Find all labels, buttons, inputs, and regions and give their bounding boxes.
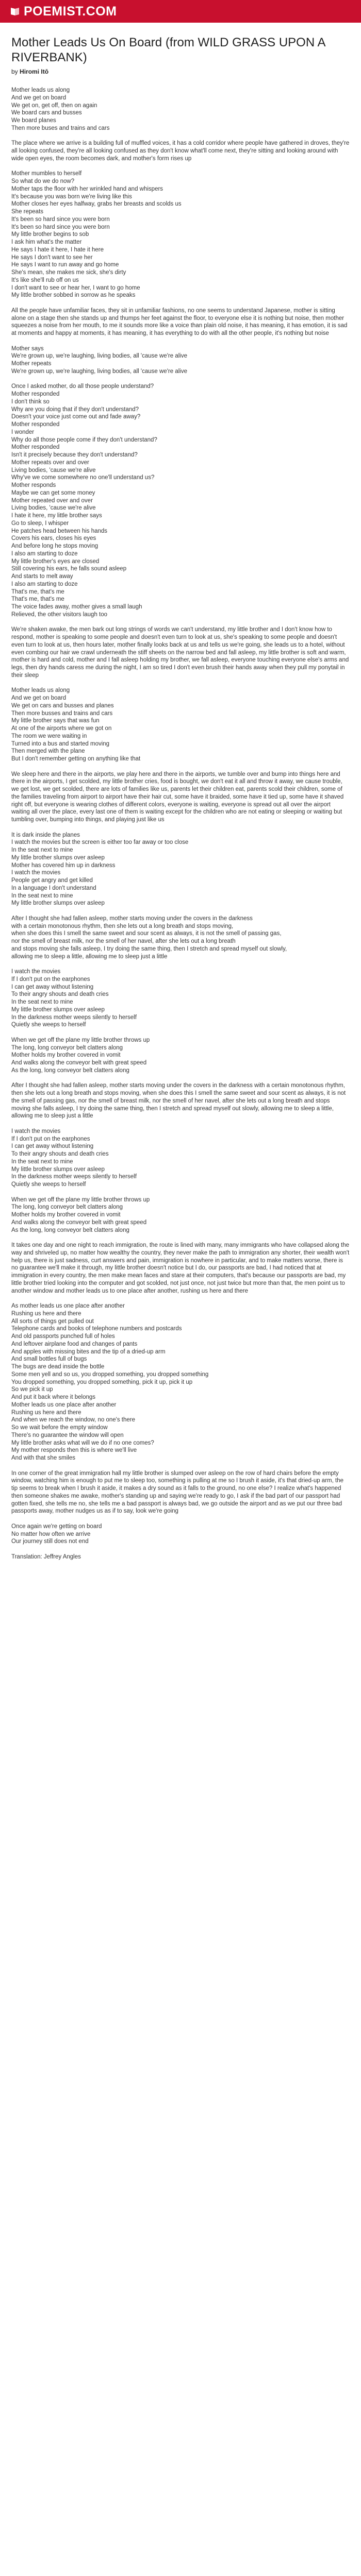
poem-line: The place where we arrive is a building full of muffled voices, it has a cold corridor where people have gathered in droves, they're all looking confused, they're all looking confused as they don't know what'll come next, they're sitting and looking around with wide open eyes, the room becomes dark, and mother's form rises up — [11, 140, 350, 162]
poem-line: We're grown up, we're laughing, living bodies, all 'cause we're alive — [11, 368, 187, 375]
poem-line: Relieved, the other visitors laugh too — [11, 611, 108, 618]
poem-line: Go to sleep, I whisper — [11, 520, 69, 527]
poem-line: That's me, that's me — [11, 588, 64, 595]
poem-line: Mother repeats — [11, 361, 52, 367]
poem-line: So what do we do now? — [11, 178, 75, 184]
poem-line: And with that she smiles — [11, 1455, 76, 1461]
poem-line: Mother holds my brother covered in vomit — [11, 1052, 121, 1059]
poem-line: And leftover airplane food and changes of pants — [11, 1341, 138, 1347]
poem-line: The long, long conveyor belt clatters along — [11, 1204, 123, 1211]
poem-line: In the seat next to mine — [11, 847, 73, 853]
poem-line: Rushing us here and there — [11, 1409, 81, 1416]
poem-line: with a certain monotonous rhythm, then she lets out a long breath and stops moving, — [11, 923, 234, 929]
poem-line: In a language I don't understand — [11, 885, 96, 891]
poem-line: When we get off the plane my little brother throws up — [11, 1196, 150, 1203]
poem-line: My little brother slumps over asleep — [11, 1006, 105, 1013]
poem-line: In the darkness mother weeps silently to herself — [11, 1174, 137, 1180]
poem-line: We sleep here and there in the airports, we play here and there in the airports, we tumble over and bump into things here and there in the airports, I get scolded, my little brother cries, food is bought, we don't eat it all and throw it away, we cause trouble, we get lost, we get scolded, there are lots of families like us, parents let their children eat, parents scold their children, some of the families traveling from airport to airport have their hair cut, some have it braided, some have it tied up, some have it shaved right off, but everyone is wearing clothes of different colors, everyone is waiting, everyone is spread out all over the airport waiting all over the place, every last one of them is waiting except for the children who are not eating or sleeping or waiting but tumbling over, bumping into things, and playing just like us — [11, 771, 344, 823]
poem-container — [0, 35, 361, 1561]
poem-line: He says I don't want to see her — [11, 254, 93, 261]
poem-line: I ask him what's the matter — [11, 239, 82, 245]
poem-line: Why are you doing that if they don't understand? — [11, 406, 139, 413]
poem-line: And starts to melt away — [11, 573, 73, 580]
poem-line: And before long he stops moving — [11, 543, 99, 549]
poem-line: When we get off the plane my little brother throws up — [11, 1037, 150, 1043]
poem-line: Maybe we can get some money — [11, 489, 95, 496]
stanza — [11, 307, 350, 337]
poem-line: Then more buses and trains and cars — [11, 125, 110, 131]
poem-line: Why do all those people come if they don't understand? — [11, 436, 157, 443]
poem-line: It's like she'll rub off on us — [11, 277, 79, 283]
poem-line: You dropped something, you dropped something, pick it up, pick it up — [11, 1379, 193, 1385]
poem-line: Mother responded — [11, 421, 60, 428]
poem-line: and stops moving she falls asleep, I try doing the same thing, then I stretch and spread myself out slowly, — [11, 945, 287, 952]
poem-line: No matter how often we arrive — [11, 1531, 91, 1537]
stanza — [11, 345, 350, 376]
poem-line: In the seat next to mine — [11, 1158, 73, 1165]
poem-line: In the seat next to mine — [11, 999, 73, 1005]
poem-line: As the long, long conveyor belt clatters along — [11, 1227, 129, 1233]
poem-line: Mother responds — [11, 482, 56, 488]
poem-line: All sorts of things get pulled out — [11, 1318, 94, 1325]
poem-line: I watch the movies — [11, 870, 61, 876]
book-logo-icon — [9, 6, 21, 17]
byline-prefix: by — [11, 68, 18, 75]
poem-line: If I don't put on the earphones — [11, 976, 90, 982]
poem-line: Mother leads us along — [11, 687, 70, 694]
poem-line: It's been so hard since you were born — [11, 224, 110, 230]
poem-line: He says I hate it here, I hate it here — [11, 246, 104, 253]
stanza — [11, 170, 350, 299]
stanza — [11, 1037, 350, 1075]
poem-line: Mother says — [11, 345, 44, 352]
stanza — [11, 915, 350, 961]
poem-line: Mother leads us along — [11, 87, 70, 93]
poem-line: I watch the movies — [11, 1128, 61, 1134]
poem-line: Telephone cards and books of telephone numbers and postcards — [11, 1326, 182, 1332]
poem-line: The long, long conveyor belt clatters along — [11, 1044, 123, 1051]
poem-line: The room we were waiting in — [11, 733, 87, 739]
poem-line: My little brother says that was fun — [11, 718, 100, 724]
poem-line: It's because you was born we're living like this — [11, 193, 132, 200]
poem-line: I also am starting to doze — [11, 581, 78, 587]
poem-line: My little brother slumps over asleep — [11, 900, 105, 907]
poem-line: And apples with missing bites and the tip of a dried-up arm — [11, 1348, 166, 1355]
poem-line: Mother responded — [11, 444, 60, 451]
poem-line: Living bodies, 'cause we're alive — [11, 467, 96, 473]
poem-line: Quietly she weeps to herself — [11, 1181, 86, 1188]
poem-line: when she does this I smell the same sweet and sour scent as always, it is not the smell of passing gas, — [11, 930, 282, 937]
poem-line: Mother holds my brother covered in vomit — [11, 1212, 121, 1218]
stanza — [11, 140, 350, 162]
poem-line: Some men yell and so us, you dropped something, you dropped something — [11, 1371, 209, 1378]
poem-line: And we get on board — [11, 94, 67, 101]
poem-line: The voice fades away, mother gives a small laugh — [11, 604, 142, 610]
poem-line: It's been so hard since you were born — [11, 216, 110, 223]
poem-line: Quietly she weeps to herself — [11, 1022, 86, 1028]
stanza — [11, 771, 350, 824]
poem-line: It is dark inside the planes — [11, 832, 80, 838]
poem-line: Mother responded — [11, 391, 60, 397]
poem-line: We get on, get off, then on again — [11, 102, 97, 109]
poem-line: But I don't remember getting on anything like that — [11, 756, 141, 762]
poem-line: We get on cars and busses and planes — [11, 702, 114, 709]
poem-line: Mother repeats over and over — [11, 459, 89, 466]
poem-line: As mother leads us one place after another — [11, 1303, 125, 1309]
poem-line: Then merged with the plane — [11, 748, 85, 755]
poem-line: My little brother's eyes are closed — [11, 558, 100, 565]
poem-line: We're shaken awake, the men bark out long strings of words we can't understand, my little brother and I don't know how to respond, mother is speaking to some people and doesn't even turn to look at us, she's speaking to some people and doesn't even turn to look at us, then hours later, mother finally looks back at us and tells us we're going, she leads us to a hotel, without even combing our hair we crawl underneath the stiff sheets on the narrow bed and fall asleep, my little brother is soft and warm, mother is hard and cold, mother and I fall asleep holding my brother, we fall asleep, everyone touching everyone else's arms and legs, then dry hands caress me during the night, I am so tired I don't even brush their hands away when they pull my ponytail in their sleep — [11, 626, 349, 679]
poem-line: Isn't it precisely because they don't understand? — [11, 452, 138, 458]
poem-line: Mother mumbles to herself — [11, 171, 82, 177]
poem-line: If I don't put on the earphones — [11, 1136, 90, 1142]
stanza — [11, 1242, 350, 1295]
poem-line: Living bodies, 'cause we're alive — [11, 505, 96, 512]
poem-line: That's me, that's me — [11, 596, 64, 603]
poem-line: It takes one day and one night to reach immigration, the route is lined with many, many immigrants who have collapsed along the way and shriveled up, no matter how wealthy the country, they never make the path to immigration any shorter, their wealth won't help us, there is just sadness, curt answers and pain, immigration is nowhere in particular, and to make matters worse, there is no guarantee we'll make it through, my little brother doesn't notice but I do, our passports are bad, I had noticed that at immigration in every country, the men make mean faces and stare at their computers, that's because our passports are bad, my little brother tried looking into the computer and got scolded, not just once, not just twice but more than that, the men point us to another window and mother leads us to one place after another, rushing us here and there — [11, 1242, 350, 1294]
poem-line: My little brother asks what will we do if no one comes? — [11, 1439, 154, 1446]
poem-line: allowing me to sleep a little, allowing me to sleep just a little — [11, 953, 168, 960]
stanza — [11, 968, 350, 1029]
poem-line: We're grown up, we're laughing, living bodies, all 'cause we're alive — [11, 353, 187, 360]
poem-line: And walks along the conveyor belt with great speed — [11, 1060, 147, 1066]
poem-line: He patches head between his hands — [11, 528, 108, 534]
poem-line: After I thought she had fallen asleep, mother starts moving under the covers in the darkness — [11, 915, 253, 922]
poem-line: In the darkness mother weeps silently to herself — [11, 1014, 137, 1021]
poem-line: Mother taps the floor with her wrinkled hand and whispers — [11, 185, 163, 192]
logo-text: POEMIST.COM — [24, 4, 117, 19]
poem-line: Doesn't your voice just come out and fade away? — [11, 414, 141, 420]
poem-line: And when we reach the window, no one's there — [11, 1417, 136, 1423]
poem-line: Our journey still does not end — [11, 1538, 89, 1545]
poem-line: We board cars and busses — [11, 110, 82, 116]
poem-line: I watch the movies — [11, 969, 61, 975]
poem-line: I also am starting to doze — [11, 550, 78, 557]
poem-line: And walks along the conveyor belt with great speed — [11, 1219, 147, 1226]
stanza — [11, 383, 350, 618]
poem-line: I can get away without listening — [11, 984, 94, 990]
poem-line: Mother leads us one place after another — [11, 1401, 117, 1408]
poem-line: To their angry shouts and death cries — [11, 991, 109, 998]
poem-line: To their angry shouts and death cries — [11, 1151, 109, 1157]
poem-line: Mother closes her eyes halfway, grabs her breasts and scolds us — [11, 201, 182, 208]
stanza — [11, 1196, 350, 1234]
site-logo[interactable] — [9, 4, 117, 19]
poem-line: In the seat next to mine — [11, 892, 73, 899]
stanza — [11, 687, 350, 763]
poem-line: After I thought she had fallen asleep, mother starts moving under the covers in the darkness with a certain monotonous rhythm, then she lets out a long breath and stops moving, when she does this I smell the same sweet and sour scent as always, it is not the smell of passing gas, nor the smell of breast milk, nor the smell of her navel, after she lets out a long breath and stops moving she falls asleep, I try doing the same thing, then I stretch and spread myself out slowly, allowing me to sleep a little, allowing me to sleep just a little — [11, 1082, 346, 1120]
poem-line: He says I want to run away and go home — [11, 262, 119, 268]
poem-line: Why've we come somewhere no one'll understand us? — [11, 474, 155, 481]
poem-line: Mother repeated over and over — [11, 497, 93, 504]
stanza — [11, 1523, 350, 1546]
poem-line: Covers his ears, closes his eyes — [11, 535, 96, 542]
stanza — [11, 832, 350, 908]
poem-line: She's mean, she makes me sick, she's dirty — [11, 269, 126, 276]
poem-line: Translation: Jeffrey Angles — [11, 1553, 81, 1560]
poem-line: She repeats — [11, 209, 44, 215]
poem-line: My little brother slumps over asleep — [11, 854, 105, 861]
poem-line: Rushing us here and there — [11, 1310, 81, 1317]
author-link[interactable]: Hiromi Itō — [20, 68, 49, 75]
poem-line: People get angry and get killed — [11, 877, 93, 884]
stanza — [11, 1553, 350, 1561]
poem-line: I watch the movies but the screen is either too far away or too close — [11, 839, 189, 846]
poem-line: I wonder — [11, 429, 35, 435]
stanza — [11, 1082, 350, 1120]
poem-line: My little brother sobbed in sorrow as he speaks — [11, 292, 136, 299]
poem-line: So we pick it up — [11, 1386, 53, 1393]
stanza — [11, 1128, 350, 1189]
poem-line: The bugs are dead inside the bottle — [11, 1364, 105, 1370]
poem-line: Still covering his ears, he falls sound asleep — [11, 566, 127, 572]
poem-line: Once again we're getting on board — [11, 1523, 102, 1530]
poem-line: All the people have unfamiliar faces, they sit in unfamiliar fashions, no one seems to understand Japanese, mother is sitting alone on a stage then she stands up and thumps her feet against the floor, to everyone else it is nothing but noise, then mother squeezes a noise from her mouth, to me it sounds more like a voice than plain old noise, it has meaning, it has emotion, it is sad at moments and happy at moments, it has meaning, it has everything to do with all the other people, it's nothing but noise — [11, 307, 348, 336]
poem-line: In one corner of the great immigration hall my little brother is slumped over asleep on the row of hard chairs before the empty window, watching him is enough to put me to sleep too, something is pulling at me so I brush it aside, it's that dried-up arm, the tip seems to break when I brush it aside, it makes a dry sound as it falls to the ground, no one else? I realize what's happened then someone shakes me awake, mother's standing up and saying we're ready to go, I ask if the bad part of our passport had gotten fixed, she tells me no, she tells me a bad passport is always bad, we go outside the airport and as we put our three bad passports away, mother nudges us as if to say, look we're going — [11, 1470, 343, 1515]
site-header — [0, 0, 361, 23]
poem-line: We board planes — [11, 117, 56, 124]
poem-line: Once I asked mother, do all those people understand? — [11, 383, 154, 390]
poem-body — [11, 87, 350, 1561]
poem-line: I don't think so — [11, 398, 50, 405]
poem-line: And small bottles full of bugs — [11, 1356, 87, 1363]
poem-line: There's no guarantee the window will open — [11, 1432, 124, 1438]
poem-line: As the long, long conveyor belt clatters along — [11, 1067, 129, 1074]
stanza — [11, 626, 350, 679]
poem-line: My mother responds then this is where we'll live — [11, 1447, 137, 1454]
poem-line: At one of the airports where we got on — [11, 725, 112, 732]
poem-line: And put it back where it belongs — [11, 1394, 96, 1400]
poem-line: Turned into a bus and started moving — [11, 740, 110, 747]
poem-line: I can get away without listening — [11, 1143, 94, 1150]
poem-line: My little brother begins to sob — [11, 231, 89, 238]
poem-line: So we wait before the empty window — [11, 1425, 108, 1431]
stanza — [11, 1470, 350, 1516]
poem-line: And old passports punched full of holes — [11, 1333, 115, 1340]
stanza — [11, 1302, 350, 1462]
poem-line: Mother has covered him up in darkness — [11, 862, 116, 869]
poem-line: I don't want to see or hear her, I want to go home — [11, 284, 140, 291]
poem-line: nor the smell of breast milk, nor the smell of her navel, after she lets out a long breath — [11, 938, 236, 944]
stanza — [11, 87, 350, 132]
poem-line: My little brother slumps over asleep — [11, 1166, 105, 1173]
poem-title: Mother Leads Us On Board (from WILD GRASS UPON A RIVERBANK) — [11, 36, 325, 64]
poem-line: Then more busses and trains and cars — [11, 710, 113, 717]
poem-line: And we get on board — [11, 695, 67, 701]
poem-line: I hate it here, my little brother says — [11, 513, 102, 519]
byline — [11, 68, 350, 75]
